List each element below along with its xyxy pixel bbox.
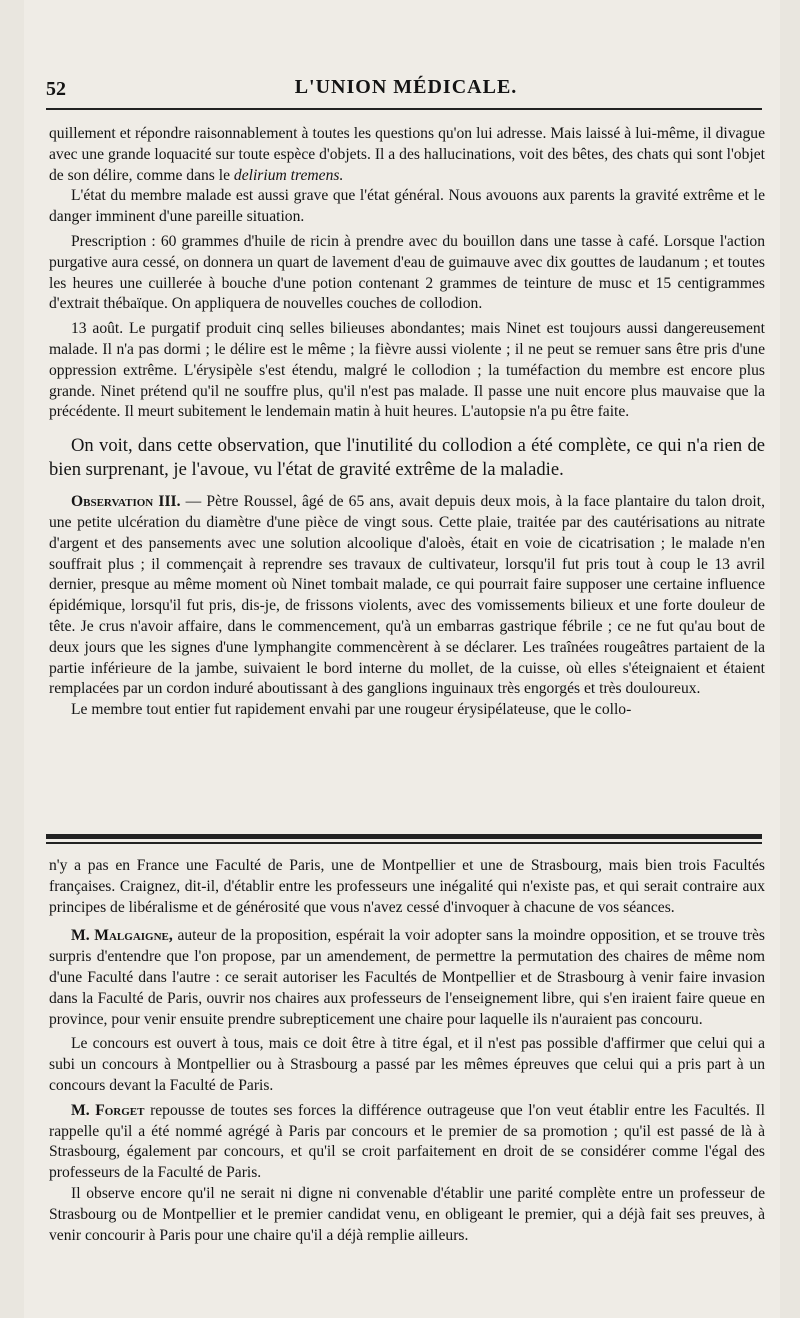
feuilleton-paragraph: M. Malgaigne, auteur de la proposition, espérait la voir adopter sans la moindre opposition, et se trouve très surpris d'entendre que l'on propose, par un amendement, de permettre la permutation des chaires de même nom d'une Faculté dans l'autre : ce serait autoriser les Facultés de Montpellier et de Strasbourg à venir faire invasion dans la Faculté de Paris, ouvrir nos chaires aux professeurs de l'enseignement libre, qui s'en iraient faire queue en province, pour venir ensuite prendre subrepticement une chaire pour laquelle ils n'auraient pas concouru. [49,927,766,1028]
speaker-name: M. Malgaigne, [71,927,173,945]
page-header [46,68,766,110]
article-paragraph: Le membre tout entier fut rapidement envahi par une rougeur érysipélateuse, que le collo- [71,701,632,719]
article-paragraph: 13 août. Le purgatif produit cinq selles bilieuses abondantes; mais Ninet est toujours aussi dangereusement malade. Il n'a pas dormi ; le délire est le même ; la fièvre aussi violente ; il ne peut se remuer sans être pris d'une oppression extrême. L'érysipèle s'est étendu, malgré le collodion ; la tuméfaction du membre est encore plus grande. Ninet prétend qu'il ne souffre plus, qu'il n'est pas malade. Il passe une nuit encore plus mauvaise que la précédente. Il meurt subitement le lendemain matin à huit heures. L'autopsie n'a pu être faite. [49,320,765,421]
article-paragraph: L'état du membre malade est aussi grave que l'état général. Nous avouons aux parents la gravité extrême et le danger imminent d'une pareille situation. [49,187,765,226]
feuilleton-rule-thick [46,834,762,839]
feuilleton-paragraph: Le concours est ouvert à tous, mais ce doit être à titre égal, et il n'est pas possible d'affirmer que celui qui a subi un concours à Montpellier ou à Strasbourg a passé par les mêmes épreuves que celui qui a pris part à un concours devant la Faculté de Paris. [49,1035,765,1094]
observation-paragraph: Observation III. — Pètre Roussel, âgé de 65 ans, avait depuis deux mois, à la face plantaire du talon droit, une petite ulcération du diamètre d'une pièce de vingt sous. Cette plaie, traitée par des cautérisations au nitrate d'argent et des pansements avec une solution alcoolique d'aloès, était en voie de cicatrisation ; le malade n'en souffrait plus ; il commençait à reprendre ses travaux de cultivateur, lorsqu'il fut pris tout à coup le 13 avril dernier, presque au même moment où Ninet tombait malade, ce qui pourrait faire supposer une certaine influence épidémique, lorsqu'il fut pris, dis-je, de frissons violents, avec des vomissements bilieux et une forte douleur de tête. Je crus n'avoir affaire, dans le commencement, qu'à un embarras gastrique fébrile ; ce ne fut qu'au bout de deux jours que les signes d'une lymphangite commencèrent à se déclarer. Les traînées rougeâtres partaient de la partie inférieure de la jambe, suivaient le bord interne du mollet, de la cuisse, où elles s'éteignaient et étaient remplacées par un cordon induré aboutissant à des ganglions inguinaux très engorgés et très douloureux. [49,493,765,698]
speaker-name: M. Forget [71,1101,145,1119]
page-number: 52 [46,78,66,100]
journal-title: L'UNION MÉDICALE. [294,76,518,98]
observation-label: Observation III. [71,493,181,511]
feuilleton-paragraph: M. Forget repousse de toutes ses forces la différence outrageuse que l'on veut établir entre les Facultés. Il rappelle qu'il a été nommé agrégé à Paris par concours et le premier de sa promotion ; qu'il est passé de là à Strasbourg, également par concours, et qu'il se croit parfaitement en droit de se considérer comme l'égal des professeurs de la Faculté de Paris. [49,1101,766,1182]
feuilleton-paragraph: n'y a pas en France une Faculté de Paris, une de Montpellier et une de Strasbourg, mais bien trois Facultés françaises. Craignez, dit-il, d'établir entre les professeurs une inégalité qui n'existe pas, et qui serait contraire aux principes de libéralisme et de générosité que vous n'avez cessé d'invoquer à chacune de vos séances. [49,857,765,916]
article-paragraph: quillement et répondre raisonnablement à toutes les questions qu'on lui adresse. Mais laissé à lui-même, il divague avec une grande loquacité sur toute espèce d'objets. Il a des hallucinations, voit des bêtes, des chats qui sont l'objet de son délire, comme dans le delirium tremens. [49,125,765,184]
feuilleton-rule-thin [46,842,762,844]
commentary-paragraph: On voit, dans cette observation, que l'inutilité du collodion a été complète, ce qui n'a rien de bien surprenant, je l'avoue, vu l'état de gravité extrême de la maladie. [49,435,765,481]
feuilleton-paragraph: Il observe encore qu'il ne serait ni digne ni convenable d'établir une parité complète entre un professeur de Strasbourg ou de Montpellier et le premier candidat venu, en obligeant le premier, qui a déjà fait ses preuves, à venir concourir à Paris pour une chaire qu'il a déjà remplie ailleurs. [49,1184,765,1244]
feuilleton-column [49,856,765,1304]
newspaper-page [24,0,780,1318]
prescription-paragraph: Prescription : 60 grammes d'huile de ricin à prendre avec du bouillon dans une tasse à café. Lorsque l'action purgative aura cessé, on donnera un quart de lavement d'eau de guimauve avec dix gouttes de laudanum ; et toutes les heures une cuillerée à bouche d'une potion contenant 2 grammes de teinture de musc et 15 centigrammes d'extrait thébaïque. On appliquera de nouvelles couches de collodion. [49,232,765,313]
article-column [49,124,765,818]
header-rule [46,108,762,110]
